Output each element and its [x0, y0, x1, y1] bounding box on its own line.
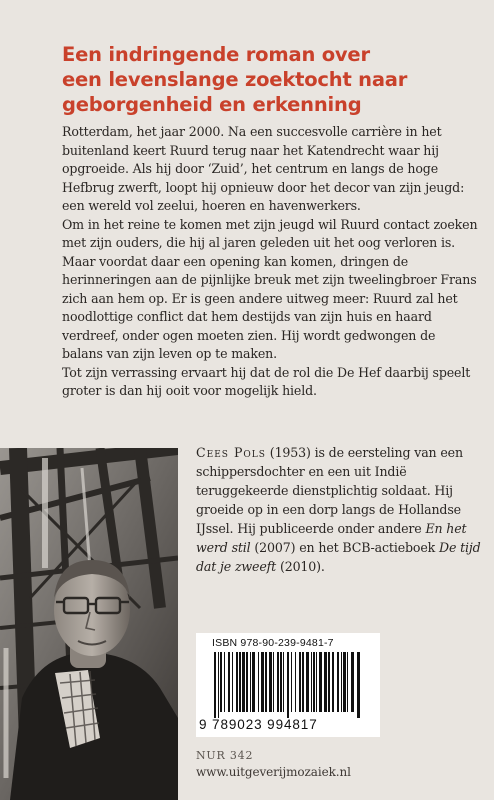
barcode-image — [212, 652, 364, 718]
blurb-paragraph-2: Om in het reine te komen met zijn jeugd wil Ruurd contact zoeken met zijn ouders, die hij al jaren geleden uit het oog verloren is. Maar voordat daar een opening kan komen, dringen de herinneringen aan de pijnlijke breuk met zijn tweelingbroer Frans zich aan hem op. Er is geen andere uitweg meer: Ruurd zal het noodlottige conflict dat hem destijds van zijn huis en haard verdreef, onder ogen moeten zien. Hij wordt gedwongen de balans van zijn leven op te maken. — [62, 216, 478, 361]
tagline-line-2: een levenslange zoektocht naar — [62, 68, 408, 91]
barcode-number: 9 789023 994817 — [199, 717, 318, 732]
author-name: Cees Pols — [196, 445, 266, 460]
author-bio — [196, 443, 486, 576]
nur-code: NUR 342 — [196, 749, 254, 762]
author-photo — [0, 448, 178, 800]
blurb-paragraph-3: Tot zijn verrassing ervaart hij dat de rol die De Hef daarbij speelt groter is dan hij ooit voor mogelijk hield. — [62, 364, 471, 398]
tagline — [62, 42, 482, 117]
blurb — [62, 123, 478, 401]
bio-work-1: En het werd stil — [196, 521, 467, 555]
tagline-line-1: Een indringende roman over — [62, 43, 370, 66]
tagline-line-3: geborgenheid en erkenning — [62, 93, 362, 116]
bio-work-2: De tijd dat je zweeft — [196, 540, 481, 574]
bio-end: (2010). — [276, 559, 325, 574]
barcode-label — [196, 633, 380, 737]
bio-intro: (1953) is de eersteling van een schippersdochter en een uit Indië teruggekeerde dienstplichtig soldaat. Hij groeide op in een dorp langs de Hollandse IJssel. Hij publiceerde onder andere — [196, 445, 463, 536]
isbn-text: ISBN 978-90-239-9481-7 — [212, 637, 334, 649]
bio-mid: (2007) en het BCB-actieboek — [250, 540, 439, 555]
publisher-website: www.uitgeverijmozaiek.nl — [196, 765, 351, 779]
blurb-paragraph-1: Rotterdam, het jaar 2000. Na een succesvolle carrière in het buitenland keert Ruurd terug naar het Katendrecht waar hij opgroeide. Als hij door ‘Zuid’, het centrum en langs de hoge Hefbrug zwerft, loopt hij opnieuw door het decor van zijn jeugd: een wereld vol zeelui, hoeren en havenwerkers. — [62, 124, 465, 213]
